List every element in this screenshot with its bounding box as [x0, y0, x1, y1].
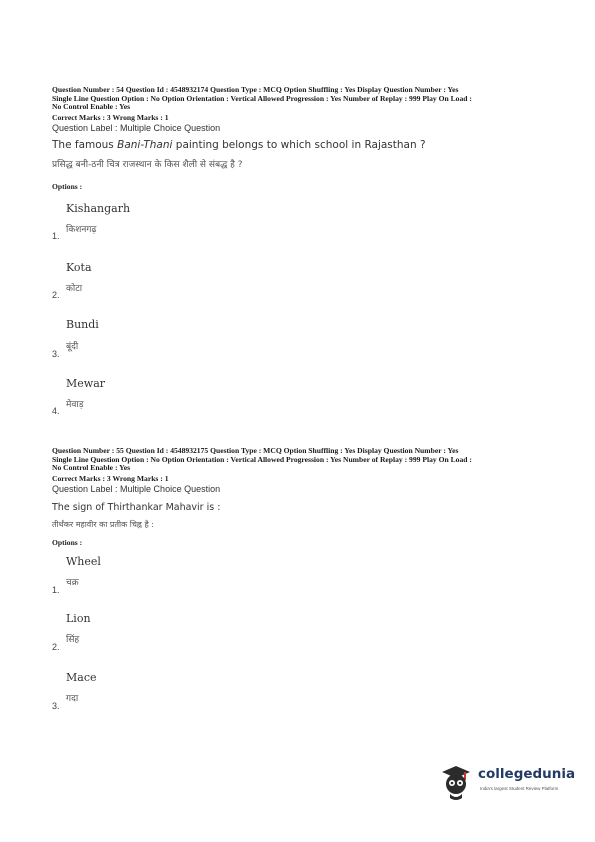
question-text-hi: तीर्थंकर महावीर का प्रतीक चिह्न है :	[52, 520, 154, 530]
option-number: 1.	[52, 585, 60, 595]
option-number: 1.	[52, 231, 60, 241]
meta-line: Question Number : 54 Question Id : 4548932174 Question Type : MCQ Option Shuffling : Yes Display Question Number : Yes	[52, 85, 459, 94]
question-text-part: painting belongs to which school in Rajasthan ?	[172, 139, 426, 152]
option-text-hi: मेवाड़	[66, 400, 84, 410]
question-label: Question Label : Multiple Choice Question	[52, 484, 221, 495]
meta-line: Single Line Question Option : No Option Orientation : Vertical Allowed Progression : Yes Number of Replay : 999 Play On Load :	[52, 93, 472, 103]
question-meta	[52, 447, 552, 483]
question-54	[52, 86, 552, 191]
brand-tagline: India's largest Student Review Platform	[480, 786, 559, 791]
option-number: 3.	[52, 349, 60, 359]
option-text-en: Kota	[66, 261, 92, 274]
question-text-hi: प्रसिद्ध बनी-ठनी चित्र राजस्थान के किस शैली से संबद्ध है ?	[52, 160, 243, 171]
meta-line: No Control Enable : Yes	[52, 102, 131, 112]
option-text-en: Kishangarh	[66, 202, 131, 215]
meta-line: Question Number : 55 Question Id : 4548932175 Question Type : MCQ Option Shuffling : Yes Display Question Number : Yes	[52, 446, 459, 455]
option-number: 2.	[52, 290, 60, 300]
option-text-hi: गदा	[66, 694, 79, 704]
option-text-hi: बूंदी	[66, 342, 79, 352]
collegedunia-logo	[438, 762, 578, 802]
option-text-en: Wheel	[66, 555, 101, 568]
options-title: Options :	[52, 538, 83, 548]
question-55	[52, 447, 552, 547]
option-number: 3.	[52, 701, 60, 711]
option-number: 4.	[52, 406, 60, 416]
option-text-hi: कोटा	[66, 284, 83, 294]
option-text-hi: चक्र	[66, 578, 79, 588]
question-text-en: The sign of Thirthankar Mahavir is :	[52, 502, 221, 514]
option-text-en: Bundi	[66, 318, 99, 331]
marks-line: Correct Marks : 3 Wrong Marks : 1	[52, 112, 169, 122]
option-text-en: Mewar	[66, 377, 106, 390]
question-text-italic: Bani-Thani	[117, 139, 173, 152]
meta-line: No Control Enable : Yes	[52, 463, 131, 473]
option-text-en: Lion	[66, 612, 91, 625]
mascot-icon	[438, 762, 476, 802]
question-text-en	[52, 139, 552, 151]
meta-line: Single Line Question Option : No Option Orientation : Vertical Allowed Progression : Yes Number of Replay : 999 Play On Load :	[52, 454, 472, 464]
question-meta	[52, 86, 552, 122]
option-text-en: Mace	[66, 671, 97, 684]
question-label: Question Label : Multiple Choice Question	[52, 123, 221, 134]
options-title: Options :	[52, 182, 83, 192]
option-text-hi: सिंह	[66, 635, 80, 645]
option-number: 2.	[52, 642, 60, 652]
option-text-hi: किशनगढ़	[66, 225, 97, 235]
brand-name: collegedunia	[478, 766, 576, 782]
marks-line: Correct Marks : 3 Wrong Marks : 1	[52, 473, 169, 483]
question-text-part: The famous	[52, 139, 118, 152]
